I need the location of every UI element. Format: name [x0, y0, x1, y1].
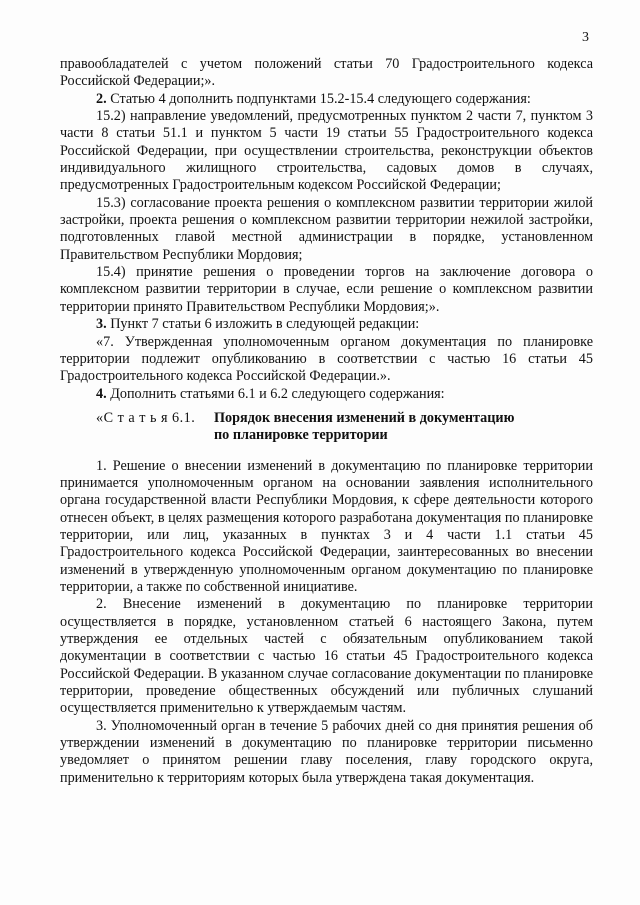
- item-number: 3.: [96, 316, 107, 333]
- item-number: 4.: [96, 385, 107, 402]
- paragraph-item-2: [60, 91, 593, 108]
- article-paragraph-1: 1. Решение о внесении изменений в документацию по планировке территории принимается уполномоченным органом на основании заявления исполнительного органа государственной власти Республики Мордовия, к сфере деятельности которого отнесен объект, в целях размещения которого разработана документация по планировке территории, или лиц, указанных в пунктах 3 и 4 части 1.1 статьи 45 Градостроительного кодекса Российской Федерации, заинтересованных во внесении изменений в утвержденную уполномоченным органом документацию по планировке территории, а также по собственной инициативе.: [60, 457, 593, 595]
- article-title-line2: по планировке территории: [214, 427, 388, 444]
- item-number: 2.: [96, 90, 107, 107]
- article-paragraph-2: 2. Внесение изменений в документацию по планировке территории осуществляется в порядке, установленном статьей 6 настоящего Закона, путем утверждения ее отдельных частей с обязательным опубликованием такой документации в соответствии с частью 16 статьи 45 Градостроительного кодекса Российской Федерации. В указанном случае согласование документации по планировке территории, проведение общественных обсуждений или публичных слушаний осуществляется применительно к утверждаемым частям.: [60, 596, 593, 717]
- article-paragraph-3: 3. Уполномоченный орган в течение 5 рабочих дней со дня принятия решения об утверждении изменений в документацию по планировке территории письменно уведомляет о принятом решении главу поселения, главу городского округа, применительно к территориям которых была утверждена такая документация.: [60, 717, 593, 786]
- article-label: «С т а т ь я 6.1.: [96, 409, 196, 426]
- article-title: [186, 410, 593, 445]
- item-text: Пункт 7 статьи 6 изложить в следующей редакции:: [106, 316, 420, 333]
- article-heading: [60, 410, 593, 445]
- article-body: [60, 458, 593, 788]
- article-title-line1: Порядок внесения изменений в документацию: [214, 409, 515, 426]
- paragraph-new-wording: «7. Утвержденная уполномоченным органом документация по планировке территории подлежит опубликованию в соответствии с частью 16 статьи 45 Градостроительного кодекса Российской Федерации.».: [60, 333, 593, 385]
- document-body: [60, 56, 593, 787]
- paragraph-item-3: [60, 316, 593, 333]
- page-number: 3: [582, 30, 589, 45]
- paragraph-subitem-15-2: 15.2) направление уведомлений, предусмотренных пунктом 2 части 7, пунктом 3 части 8 статьи 51.1 и пунктом 5 части 19 статьи 55 Градостроительного кодекса Российской Федерации, при осуществлении строительства, реконструкции объектов индивидуального жилищного строительства, садовых домов в случаях, предусмотренных Градостроительным кодексом Российской Федерации;: [60, 108, 593, 194]
- item-text: Дополнить статьями 6.1 и 6.2 следующего содержания:: [106, 385, 445, 402]
- paragraph-subitem-15-4: 15.4) принятие решения о проведении торгов на заключение договора о комплексном развитии территории в случае, если решение о комплексном развитии территории принято Правительством Республики Мордовия;».: [60, 264, 593, 315]
- paragraph-subitem-15-3: 15.3) согласование проекта решения о комплексном развитии территории жилой застройки, проекта решения о комплексном развитии территории нежилой застройки, подготовленных главой местной администрации в порядке, установленном Правительством Республики Мордовия;: [60, 194, 593, 263]
- item-text: Статью 4 дополнить подпунктами 15.2-15.4 следующего содержания:: [106, 90, 531, 107]
- paragraph-continuation: правообладателей с учетом положений статьи 70 Градостроительного кодекса Российской Федерации;».: [60, 56, 593, 90]
- paragraph-item-4: [60, 386, 593, 403]
